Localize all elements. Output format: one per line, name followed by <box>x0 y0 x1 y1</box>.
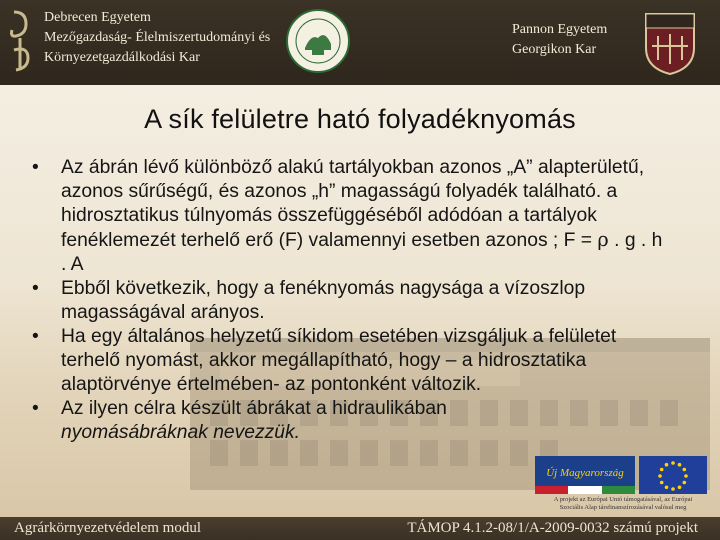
header-right-line: Pannon Egyetem <box>512 22 608 37</box>
footer-project-id: TÁMOP 4.1.2-08/1/A-2009-0032 számú projekt <box>407 520 698 536</box>
pannon-university-crest-logo <box>638 8 702 78</box>
bullet-dot: • <box>32 278 39 299</box>
bullet-text: Az ilyen célra készült ábrákat a hidraulikában <box>61 398 447 419</box>
uj-magyarorszag-logo <box>535 456 635 494</box>
header-banner <box>0 0 720 85</box>
header-left-institution <box>44 8 270 68</box>
header-right-institution <box>512 20 607 60</box>
header-left-line: Környezetgazdálkodási Kar <box>44 50 200 65</box>
bullet-dot: • <box>32 157 39 178</box>
eu-caption-line: Szociális Alap társfinanszírozásával valósul meg <box>559 504 687 511</box>
list-item <box>32 397 672 445</box>
eu-funding-caption <box>533 496 713 512</box>
list-item <box>32 325 672 397</box>
list-item <box>32 277 672 325</box>
header-left-line: Debrecen Egyetem <box>44 10 151 25</box>
bullet-list <box>32 156 672 445</box>
bullet-dot: • <box>32 326 39 347</box>
bullet-dot: • <box>32 398 39 419</box>
bullet-text: Ebből következik, hogy a fenéknyomás nagysága a vízoszlop magasságával arányos. <box>61 278 586 323</box>
bullet-text: Ha egy általános helyzetű síkidom esetében vizsgáljuk a felületet terhelő nyomást, akkor megállapítható, hogy – a hidrosztatika alaptörvénye értelmében- az pontonként változik. <box>61 326 617 395</box>
debrecen-university-logo <box>6 6 38 76</box>
eu-funding-badge <box>533 456 713 512</box>
bullet-text: Az ábrán lévő különböző alakú tartályokban azonos „A” alapterületű, azonos sűrűségű, és azonos „h” magasságú folyadék található. a hidrosztatikus túlnyomás összefüggéséből adódóan a tartályok fenéklemezét terhelő erő (F) valamennyi esetben azonos ; F = <box>61 157 645 251</box>
header-left-line: Mezőgazdaság- Élelmiszertudományi és <box>44 30 271 45</box>
faculty-seal-logo <box>285 8 351 74</box>
bullet-text-italic: nyomásábráknak nevezzük. <box>61 422 301 443</box>
eu-flag-icon <box>639 456 707 494</box>
bullet-text-formula: . g . h . A <box>61 230 663 275</box>
rho-symbol: ρ <box>597 228 609 251</box>
eu-caption-line: A projekt az Európai Unió támogatásával, az Európai <box>553 496 693 503</box>
list-item <box>32 156 672 277</box>
header-right-line: Georgikon Kar <box>512 42 597 57</box>
footer-bar <box>0 517 720 540</box>
uj-magyarorszag-logo-text: Új Magyarország <box>546 467 624 479</box>
footer-module-name: Agrárkörnyezetvédelem modul <box>14 520 202 536</box>
slide-title: A sík felületre ható folyadéknyomás <box>144 104 576 134</box>
